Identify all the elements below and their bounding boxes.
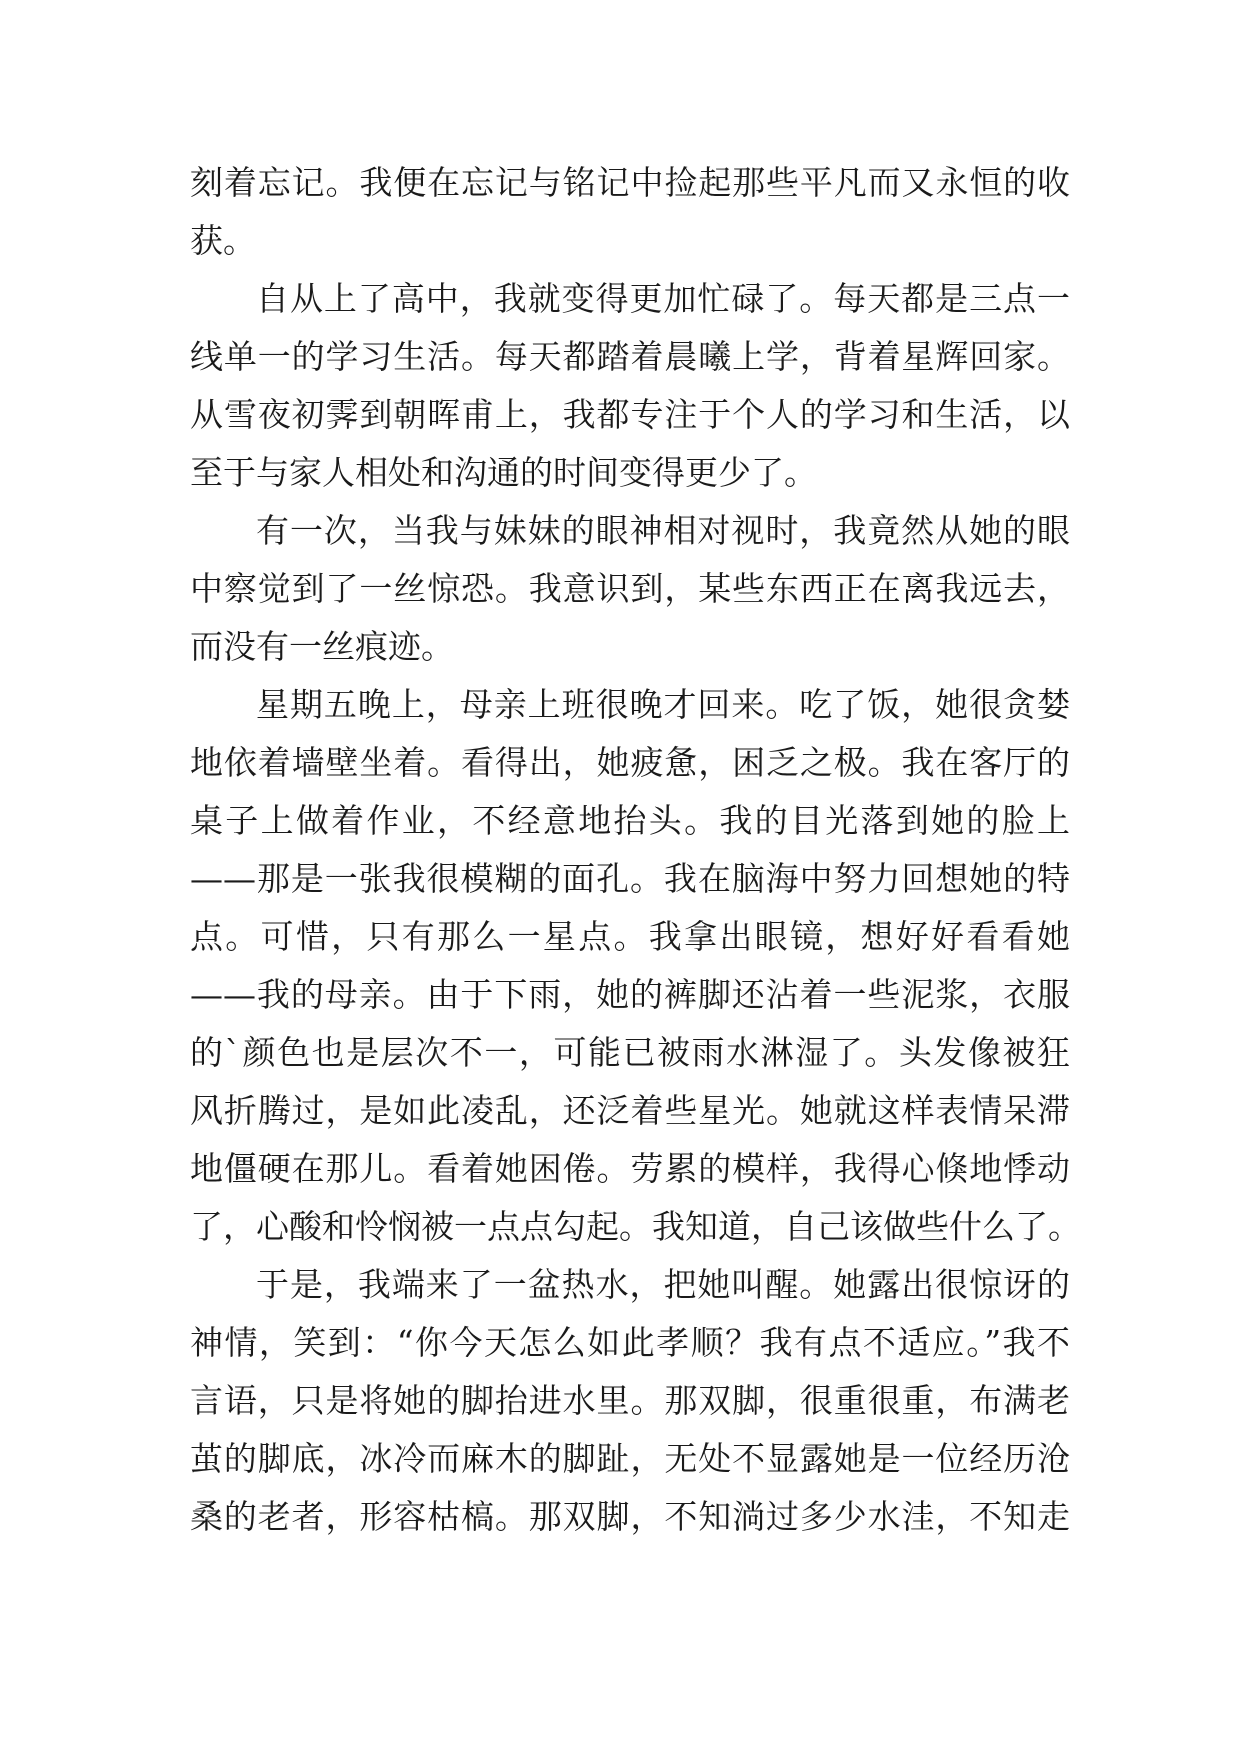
text-line: 有一次，当我与妹妹的眼神相对视时，我竟然从她的眼 <box>256 511 1070 550</box>
paragraph <box>190 1256 1070 1546</box>
paragraph <box>190 502 1070 676</box>
text-line: ——我的母亲。由于下雨，她的裤脚还沾着一些泥浆，衣服 <box>190 975 1070 1014</box>
paragraph <box>190 154 1070 270</box>
text-line: ——那是一张我很模糊的面孔。我在脑海中努力回想她的特 <box>190 859 1070 898</box>
paragraph <box>190 676 1081 1256</box>
text-line: 言语，只是将她的脚抬进水里。那双脚，很重很重，布满老 <box>190 1381 1070 1420</box>
text-line: 的`颜色也是层次不一，可能已被雨水淋湿了。头发像被狂 <box>190 1033 1070 1072</box>
text-line: 桑的老者，形容枯槁。那双脚，不知淌过多少水洼，不知走 <box>190 1497 1070 1536</box>
text-line: 茧的脚底，冰冷而麻木的脚趾，无处不显露她是一位经历沧 <box>190 1439 1070 1478</box>
text-line: 于是，我端来了一盆热水，把她叫醒。她露出很惊讶的 <box>256 1265 1070 1304</box>
paragraph <box>190 270 1070 502</box>
text-line: 刻着忘记。我便在忘记与铭记中捡起那些平凡而又永恒的收 <box>190 163 1070 202</box>
text-line: 获。 <box>190 221 256 260</box>
body-text <box>190 154 1081 1546</box>
text-line: 地僵硬在那儿。看着她困倦。劳累的模样，我得心倏地悸动 <box>190 1149 1070 1188</box>
text-line: 中察觉到了一丝惊恐。我意识到，某些东西正在离我远去， <box>190 569 1070 608</box>
text-line: 桌子上做着作业，不经意地抬头。我的目光落到她的脸上 <box>190 801 1070 840</box>
text-line: 了，心酸和怜悯被一点点勾起。我知道，自己该做些什么了。 <box>190 1207 1081 1246</box>
text-line: 神情，笑到：“你今天怎么如此孝顺？我有点不适应。”我不 <box>190 1323 1070 1362</box>
text-line: 风折腾过，是如此凌乱，还泛着些星光。她就这样表情呆滞 <box>190 1091 1070 1130</box>
text-line: 而没有一丝痕迹。 <box>190 627 454 666</box>
text-line: 星期五晚上，母亲上班很晚才回来。吃了饭，她很贪婪 <box>256 685 1070 724</box>
text-line: 点。可惜，只有那么一星点。我拿出眼镜，想好好看看她 <box>190 917 1070 956</box>
text-line: 线单一的学习生活。每天都踏着晨曦上学，背着星辉回家。 <box>190 337 1070 376</box>
text-line: 自从上了高中，我就变得更加忙碌了。每天都是三点一 <box>256 279 1070 318</box>
text-line: 地依着墙壁坐着。看得出，她疲惫，困乏之极。我在客厅的 <box>190 743 1070 782</box>
text-line: 至于与家人相处和沟通的时间变得更少了。 <box>190 453 817 492</box>
text-line: 从雪夜初霁到朝晖甫上，我都专注于个人的学习和生活，以 <box>190 395 1070 434</box>
